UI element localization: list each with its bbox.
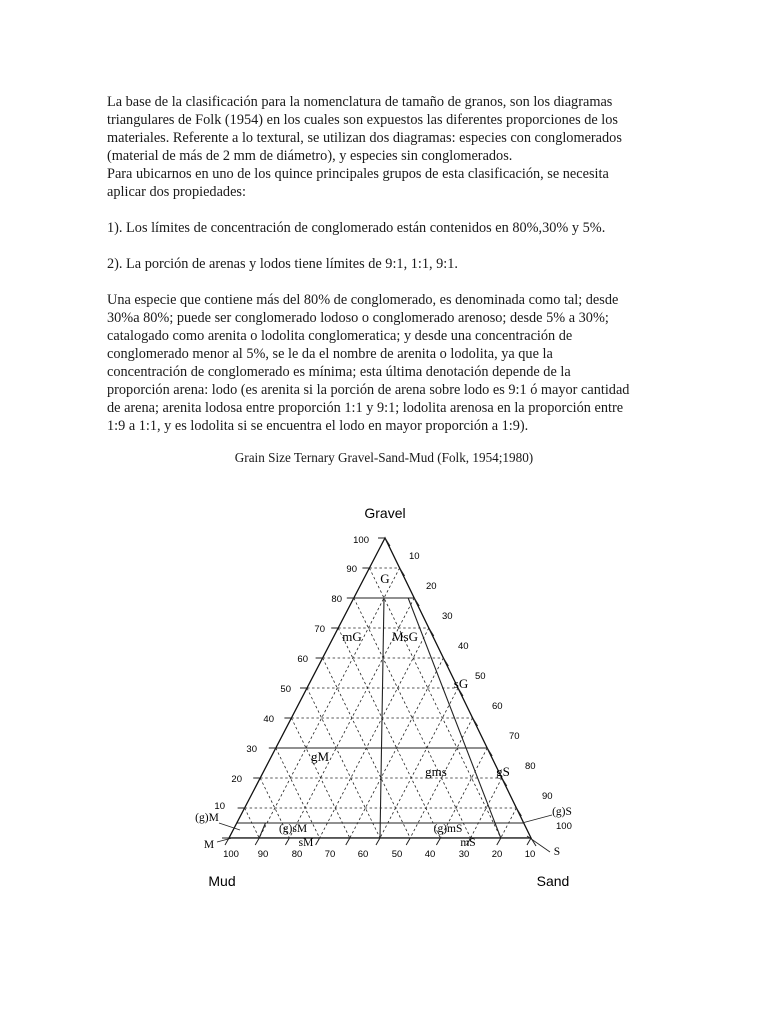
- region-label-gm: gM: [310, 749, 330, 764]
- left-tick-label: 70: [314, 624, 325, 635]
- leader-line-trace-s: [522, 815, 552, 823]
- left-tick-label: 50: [280, 684, 291, 695]
- explanation-line: de arena; arenita lodosa entre proporción 1:1 y 9:1; lodolita arenosa en la proporción entre: [107, 400, 624, 416]
- region-label-mg: mG: [342, 629, 362, 644]
- right-tick-label: 10: [409, 551, 420, 562]
- region-label-gs: gS: [496, 764, 510, 779]
- classification-boundaries: [229, 598, 531, 838]
- left-tick-label: 40: [263, 714, 274, 725]
- ratio-line-1-9: [259, 823, 265, 838]
- apex-label-sand: Sand: [536, 873, 570, 889]
- apex-label-gravel: Gravel: [364, 505, 406, 521]
- region-label-trace-sm: (g)sM: [278, 823, 308, 835]
- left-tick-label: 90: [346, 564, 357, 575]
- right-tick-label: 30: [442, 611, 453, 622]
- right-tick-mark: [385, 538, 390, 546]
- bottom-tick-mark: [346, 838, 350, 845]
- region-label-sg: sG: [453, 676, 469, 691]
- region-label-trace-s: (g)S: [552, 806, 572, 818]
- explanation-line: concentración de conglomerado es mínima; esta última denotación depende de la: [107, 364, 571, 380]
- right-tick-label: 100: [556, 821, 572, 832]
- bottom-axis-labels: [223, 849, 535, 860]
- right-tick-label: 90: [542, 791, 553, 802]
- left-tick-label: 60: [297, 654, 308, 665]
- right-tick-mark: [502, 778, 507, 786]
- bottom-tick-mark: [527, 838, 531, 845]
- bottom-tick-label: 70: [324, 849, 336, 860]
- intro-line: Para ubicarnos en uno de los quince principales grupos de esta clasificación, se necesita: [107, 166, 609, 182]
- region-label-msg: MsG: [391, 629, 419, 644]
- region-label-ms: mS: [460, 837, 476, 849]
- intro-line: aplicar dos propiedades:: [107, 184, 246, 200]
- grid-line-sand: [380, 688, 458, 838]
- region-label-trace-ms: (g)mS: [433, 823, 463, 835]
- bottom-tick-mark: [376, 838, 380, 845]
- right-axis-labels: [409, 551, 572, 832]
- region-label-sm: sM: [298, 837, 314, 849]
- intro-line: La base de la clasificación para la nomenclatura de tamaño de granos, son los diagramas: [107, 94, 613, 110]
- right-tick-mark: [429, 628, 434, 636]
- right-tick-mark: [414, 598, 419, 606]
- bottom-tick-label: 80: [291, 849, 303, 860]
- figure-caption: Grain Size Ternary Gravel-Sand-Mud (Folk, 1954;1980): [234, 450, 534, 465]
- bottom-tick-mark: [255, 838, 259, 845]
- apex-label-mud: Mud: [208, 873, 236, 889]
- bottom-tick-mark: [285, 838, 289, 845]
- bottom-tick-label: 90: [257, 849, 269, 860]
- explanation-line: proporción arena: lodo (es arenita si la porción de arena sobre lodo es 9:1 ó mayor cantidad: [107, 382, 630, 398]
- bottom-tick-label: 30: [458, 849, 470, 860]
- bottom-tick-label: 40: [424, 849, 436, 860]
- bottom-tick-label: 100: [223, 849, 239, 860]
- bottom-tick-mark: [436, 838, 440, 845]
- right-tick-mark: [400, 568, 405, 576]
- right-tick-label: 40: [458, 641, 469, 652]
- bottom-tick-label: 60: [357, 849, 369, 860]
- left-tick-label: 100: [353, 535, 369, 546]
- region-label-trace-m: (g)M: [195, 812, 219, 824]
- right-tick-mark: [443, 658, 448, 666]
- region-label-m: M: [203, 839, 215, 851]
- right-tick-label: 50: [475, 671, 486, 682]
- bottom-tick-mark: [497, 838, 501, 845]
- bottom-tick-label: 50: [391, 849, 403, 860]
- bottom-tick-mark: [406, 838, 410, 845]
- explanation-line: 30%a 80%; puede ser conglomerado lodoso o conglomerado arenoso; desde 5% a 30%;: [107, 310, 609, 326]
- explanation-line: conglomerado menor al 5%, se le da el nombre de arenita o lodolita, ya que la: [107, 346, 553, 362]
- explanation-line: Una especie que contiene más del 80% de conglomerado, es denominada como tal; desde: [107, 292, 619, 308]
- region-label-gms: gms: [425, 764, 447, 779]
- rule-1: 1). Los límites de concentración de conglomerado están contenidos en 80%,30% y 5%.: [107, 220, 606, 236]
- right-tick-label: 20: [426, 581, 437, 592]
- explanation-line: 1:9 a 1:1, y es lodolita si se encuentra el lodo en mayor proporción a 1:9).: [107, 418, 529, 434]
- intro-line: triangulares de Folk (1954) en los cuales son expuestos las diferentes proporciones de los: [107, 112, 618, 128]
- grid-line-sand: [320, 628, 429, 838]
- right-tick-mark: [487, 748, 492, 756]
- bottom-tick-label: 10: [524, 849, 536, 860]
- right-tick-mark: [473, 718, 478, 726]
- leader-line-m: [217, 838, 232, 842]
- left-tick-label: 20: [231, 774, 242, 785]
- region-label-s: S: [553, 846, 561, 858]
- left-tick-label: 80: [331, 594, 342, 605]
- rule-2: 2). La porción de arenas y lodos tiene límites de 9:1, 1:1, 9:1.: [107, 256, 458, 272]
- bottom-tick-mark: [316, 838, 320, 845]
- grid-line-mud: [369, 568, 500, 838]
- right-tick-mark: [516, 808, 521, 816]
- intro-line: materiales. Referente a lo textural, se utilizan dos diagramas: especies con conglomerados: [107, 130, 622, 146]
- left-axis-labels: [214, 535, 369, 812]
- grid-line-sand: [259, 568, 399, 838]
- left-tick-label: 30: [246, 744, 257, 755]
- right-tick-label: 80: [525, 761, 536, 772]
- right-tick-label: 70: [509, 731, 520, 742]
- region-label-g: G: [380, 571, 390, 586]
- ratio-line-1-1: [380, 598, 384, 823]
- intro-line: (material de más de 2 mm de diámetro), y especies sin conglomerados.: [107, 148, 513, 164]
- right-tick-label: 60: [492, 701, 503, 712]
- left-tick-label: 10: [214, 801, 225, 812]
- bottom-tick-label: 20: [491, 849, 503, 860]
- explanation-line: catalogado como arenita o lodolita conglomeratica; y desde una concentración de: [107, 328, 573, 344]
- grid-line-mud: [338, 628, 440, 838]
